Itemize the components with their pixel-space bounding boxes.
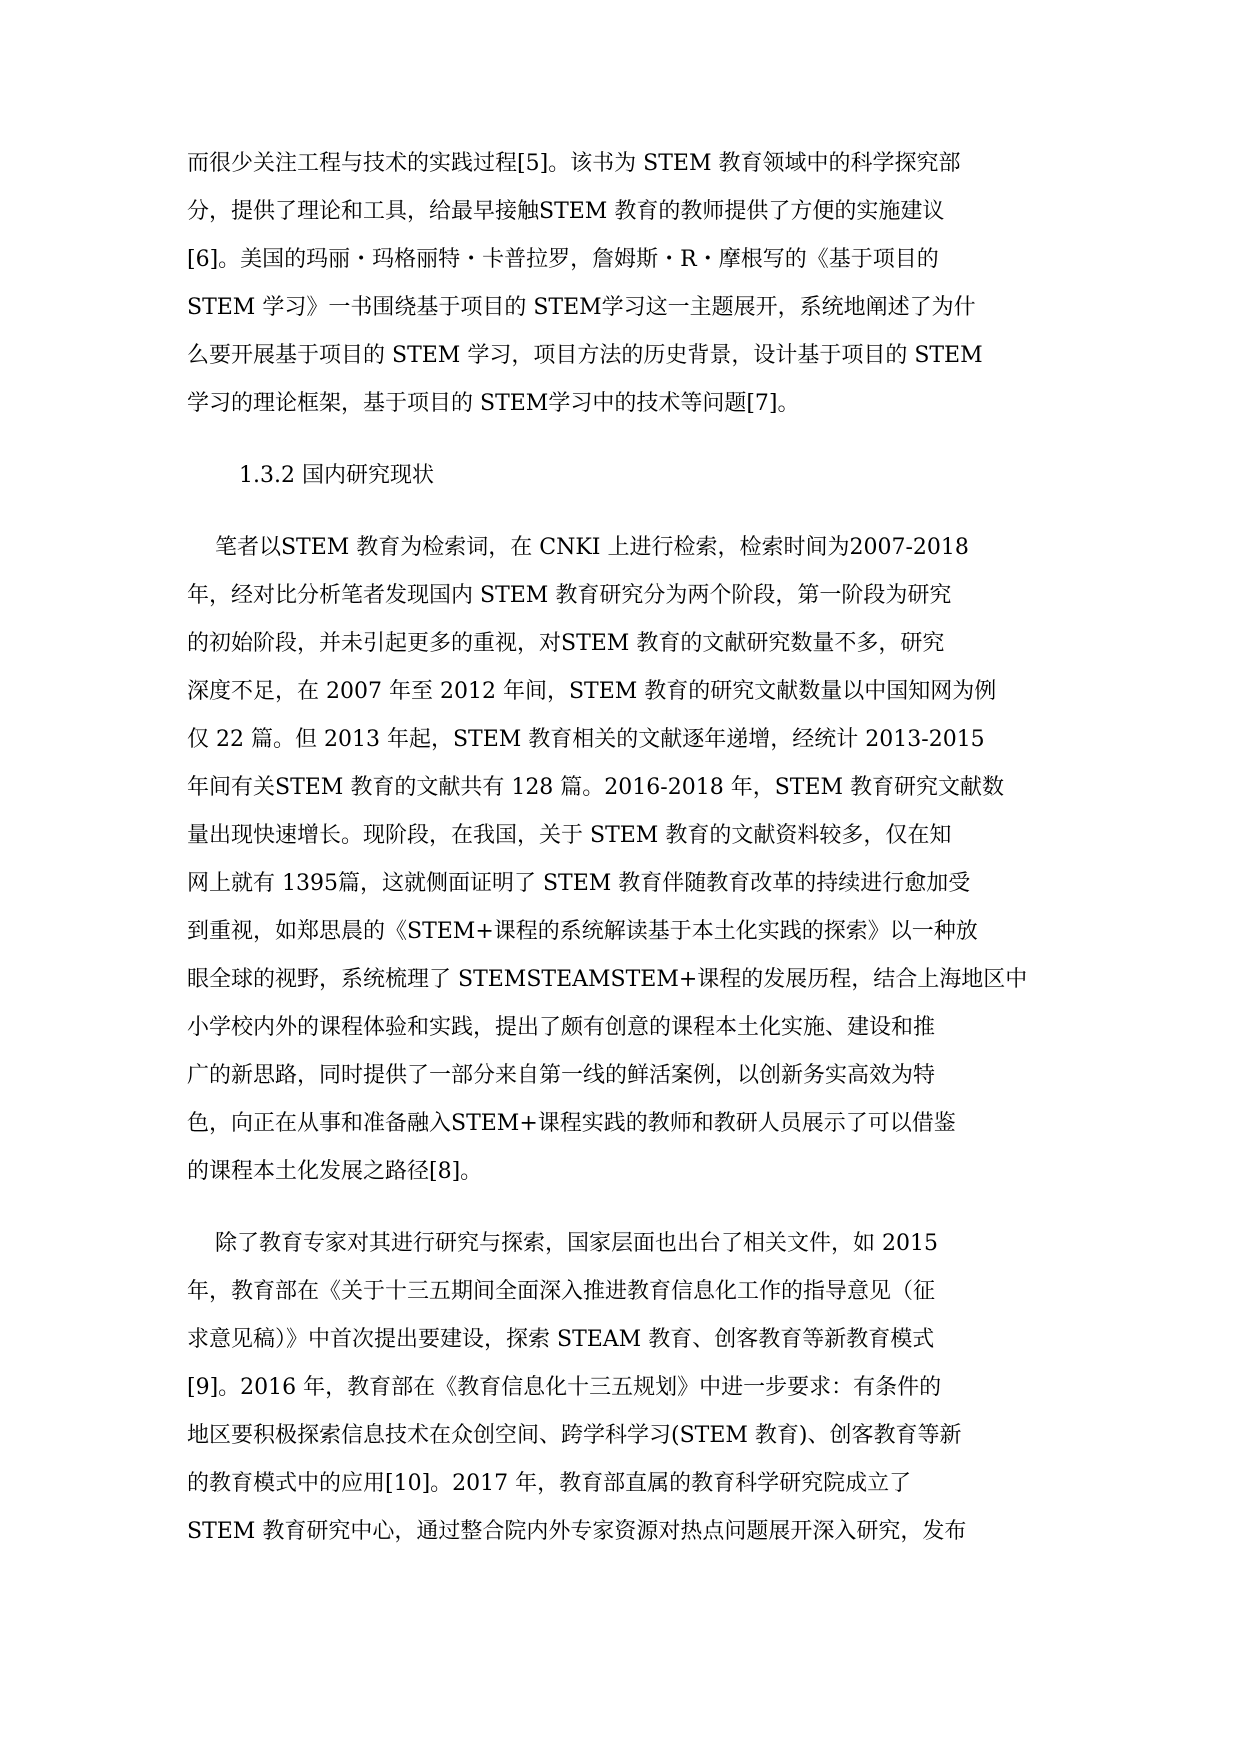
text-line: 小学校内外的课程体验和实践，提出了颇有创意的课程本土化实施、建设和推 <box>187 1015 936 1040</box>
text-line: 仅 22 篇。但 2013 年起，STEM 教育相关的文献逐年递增，经统计 2013-2015 <box>187 727 985 752</box>
document-body <box>187 140 1055 1556</box>
paragraph-gap <box>187 500 1055 524</box>
text-line: 到重视，如郑思晨的《STEM+课程的系统解读基于本土化实践的探索》以一种放 <box>187 919 978 944</box>
section-heading: 1.3.2 国内研究现状 <box>239 463 434 488</box>
text-line: 年，经对比分析笔者发现国内 STEM 教育研究分为两个阶段，第一阶段为研究 <box>187 583 952 608</box>
text-line: 学习的理论框架，基于项目的 STEM学习中的技术等问题[7]。 <box>187 391 800 416</box>
text-line: STEM 学习》一书围绕基于项目的 STEM学习这一主题展开，系统地阐述了为什 <box>187 295 976 320</box>
text-line: 分，提供了理论和工具，给最早接触STEM 教育的教师提供了方便的实施建议 <box>187 199 945 224</box>
text-line: STEM 教育研究中心，通过整合院内外专家资源对热点问题展开深入研究，发布 <box>187 1519 967 1544</box>
paragraph-gap <box>187 428 1055 452</box>
text-line: 地区要积极探索信息技术在众创空间、跨学科学习(STEM 教育)、创客教育等新 <box>187 1423 962 1448</box>
paragraph-1 <box>187 140 1055 428</box>
text-line: 年间有关STEM 教育的文献共有 128 篇。2016-2018 年，STEM 教育研究文献数 <box>187 775 1005 800</box>
text-line: 广的新思路，同时提供了一部分来自第一线的鲜活案例，以创新务实高效为特 <box>187 1063 936 1088</box>
text-line: 笔者以STEM 教育为检索词，在 CNKI 上进行检索，检索时间为2007-2018 <box>187 535 969 560</box>
text-line: 深度不足，在 2007 年至 2012 年间，STEM 教育的研究文献数量以中国知网为例 <box>187 679 997 704</box>
text-line: 色，向正在从事和准备融入STEM+课程实践的教师和教研人员展示了可以借鉴 <box>187 1111 956 1136</box>
text-line: 的课程本土化发展之路径[8]。 <box>187 1159 483 1184</box>
paragraph-gap <box>187 1196 1055 1220</box>
text-line: 么要开展基于项目的 STEM 学习，项目方法的历史背景，设计基于项目的 STEM <box>187 343 983 368</box>
text-line: 的初始阶段，并未引起更多的重视，对STEM 教育的文献研究数量不多，研究 <box>187 631 945 656</box>
text-line: 除了教育专家对其进行研究与探索，国家层面也出台了相关文件，如 2015 <box>187 1231 938 1256</box>
text-line: 求意见稿）》中首次提出要建设，探索 STEAM 教育、创客教育等新教育模式 <box>187 1327 935 1352</box>
text-line: 量出现快速增长。现阶段，在我国，关于 STEM 教育的文献资料较多，仅在知 <box>187 823 952 848</box>
paragraph-2 <box>187 524 1055 1196</box>
text-line: 年，教育部在《关于十三五期间全面深入推进教育信息化工作的指导意见（征 <box>187 1279 936 1304</box>
text-line: [6]。美国的玛丽・玛格丽特・卡普拉罗，詹姆斯・R・摩根写的《基于项目的 <box>187 247 939 272</box>
text-line: 而很少关注工程与技术的实践过程[5]。该书为 STEM 教育领域中的科学探究部 <box>187 151 961 176</box>
text-line: 的教育模式中的应用[10]。2017 年，教育部直属的教育科学研究院成立了 <box>187 1471 912 1496</box>
text-line: [9]。2016 年，教育部在《教育信息化十三五规划》中进一步要求：有条件的 <box>187 1375 942 1400</box>
text-line: 眼全球的视野，系统梳理了 STEMSTEAMSTEM+课程的发展历程，结合上海地区中 <box>187 967 1028 992</box>
paragraph-3 <box>187 1220 1055 1556</box>
text-line: 网上就有 1395篇，这就侧面证明了 STEM 教育伴随教育改革的持续进行愈加受 <box>187 871 971 896</box>
